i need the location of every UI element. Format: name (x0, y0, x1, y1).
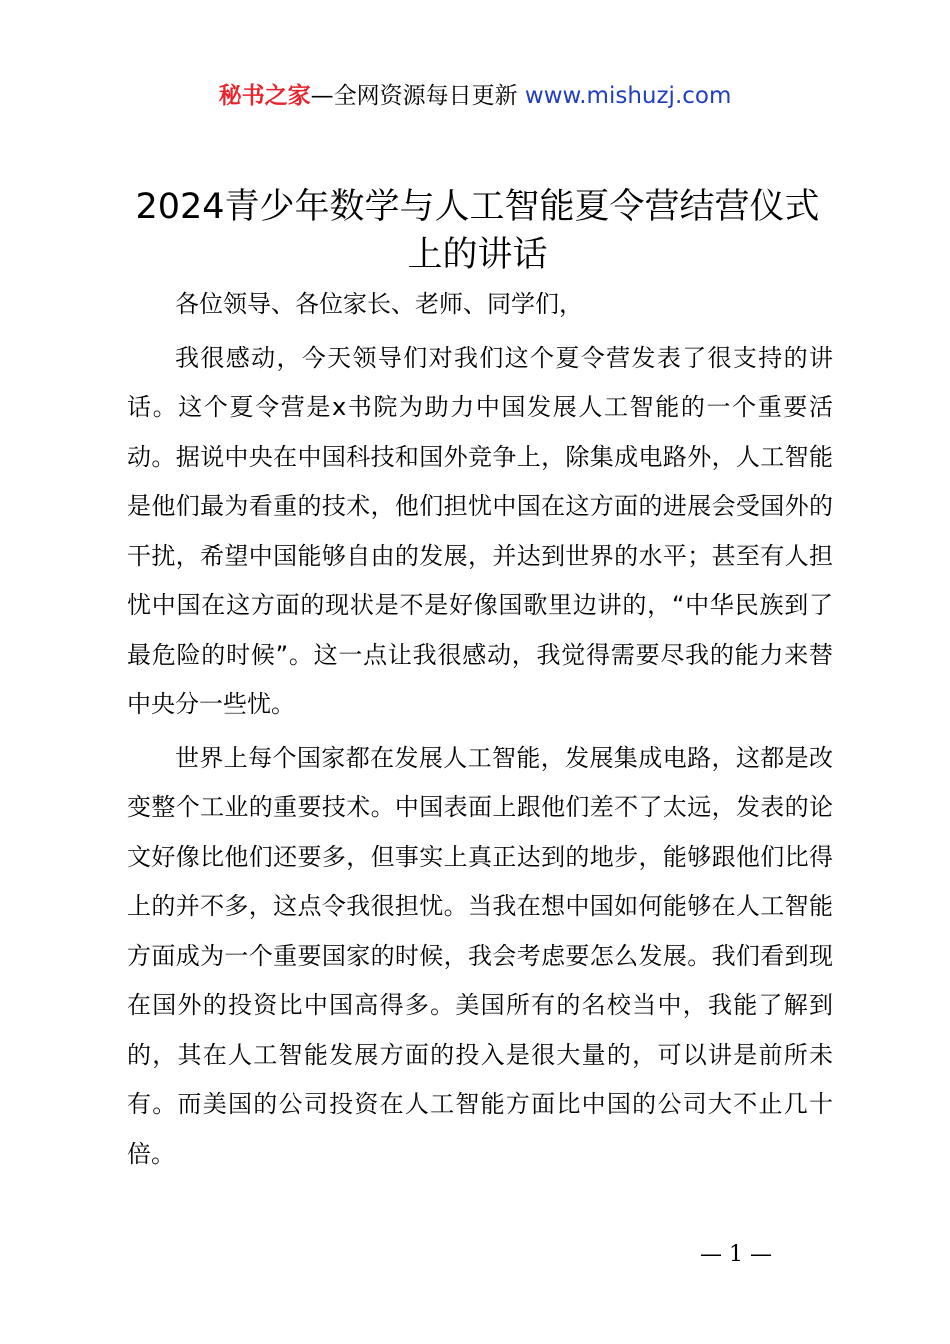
document-body (127, 280, 833, 1183)
site-link[interactable]: www.mishuzj.com (524, 83, 732, 109)
page-number: — 1 — (700, 1242, 772, 1267)
brand-name: 秘书之家 (218, 83, 311, 109)
document-title: 2024青少年数学与人工智能夏令营结营仪式上的讲话 (135, 187, 820, 275)
site-header (0, 80, 950, 112)
body-paragraph: 我很感动，今天领导们对我们这个夏令营发表了很支持的讲话。这个夏令营是x书院为助力中国发展人工智能的一个重要活动。据说中央在中国科技和国外竞争上，除集成电路外，人工智能是他们最为看重的技术，他们担忧中国在这方面的进展会受国外的干扰，希望中国能够自由的发展，并达到世界的水平；甚至有人担忧中国在这方面的现状是不是好像国歌里边讲的，“中华民族到了最危险的时候”。这一点让我很感动，我觉得需要尽我的能力来替中央分一些忧。 (127, 343, 833, 718)
header-tagline: —全网资源每日更新 (310, 83, 525, 109)
greeting-line: 各位领导、各位家长、老师、同学们， (175, 290, 583, 318)
body-paragraph: 世界上每个国家都在发展人工智能，发展集成电路，这都是改变整个工业的重要技术。中国表面上跟他们差不了太远，发表的论文好像比他们还要多，但事实上真正达到的地步，能够跟他们比得上的并不多，这点令我很担忧。当我在想中国如何能够在人工智能方面成为一个重要国家的时候，我会考虑要怎么发展。我们看到现在国外的投资比中国高得多。美国所有的名校当中，我能了解到的，其在人工智能发展方面的投入是很大量的，可以讲是前所未有。而美国的公司投资在人工智能方面比中国的公司大不止几十倍。 (127, 743, 833, 1168)
